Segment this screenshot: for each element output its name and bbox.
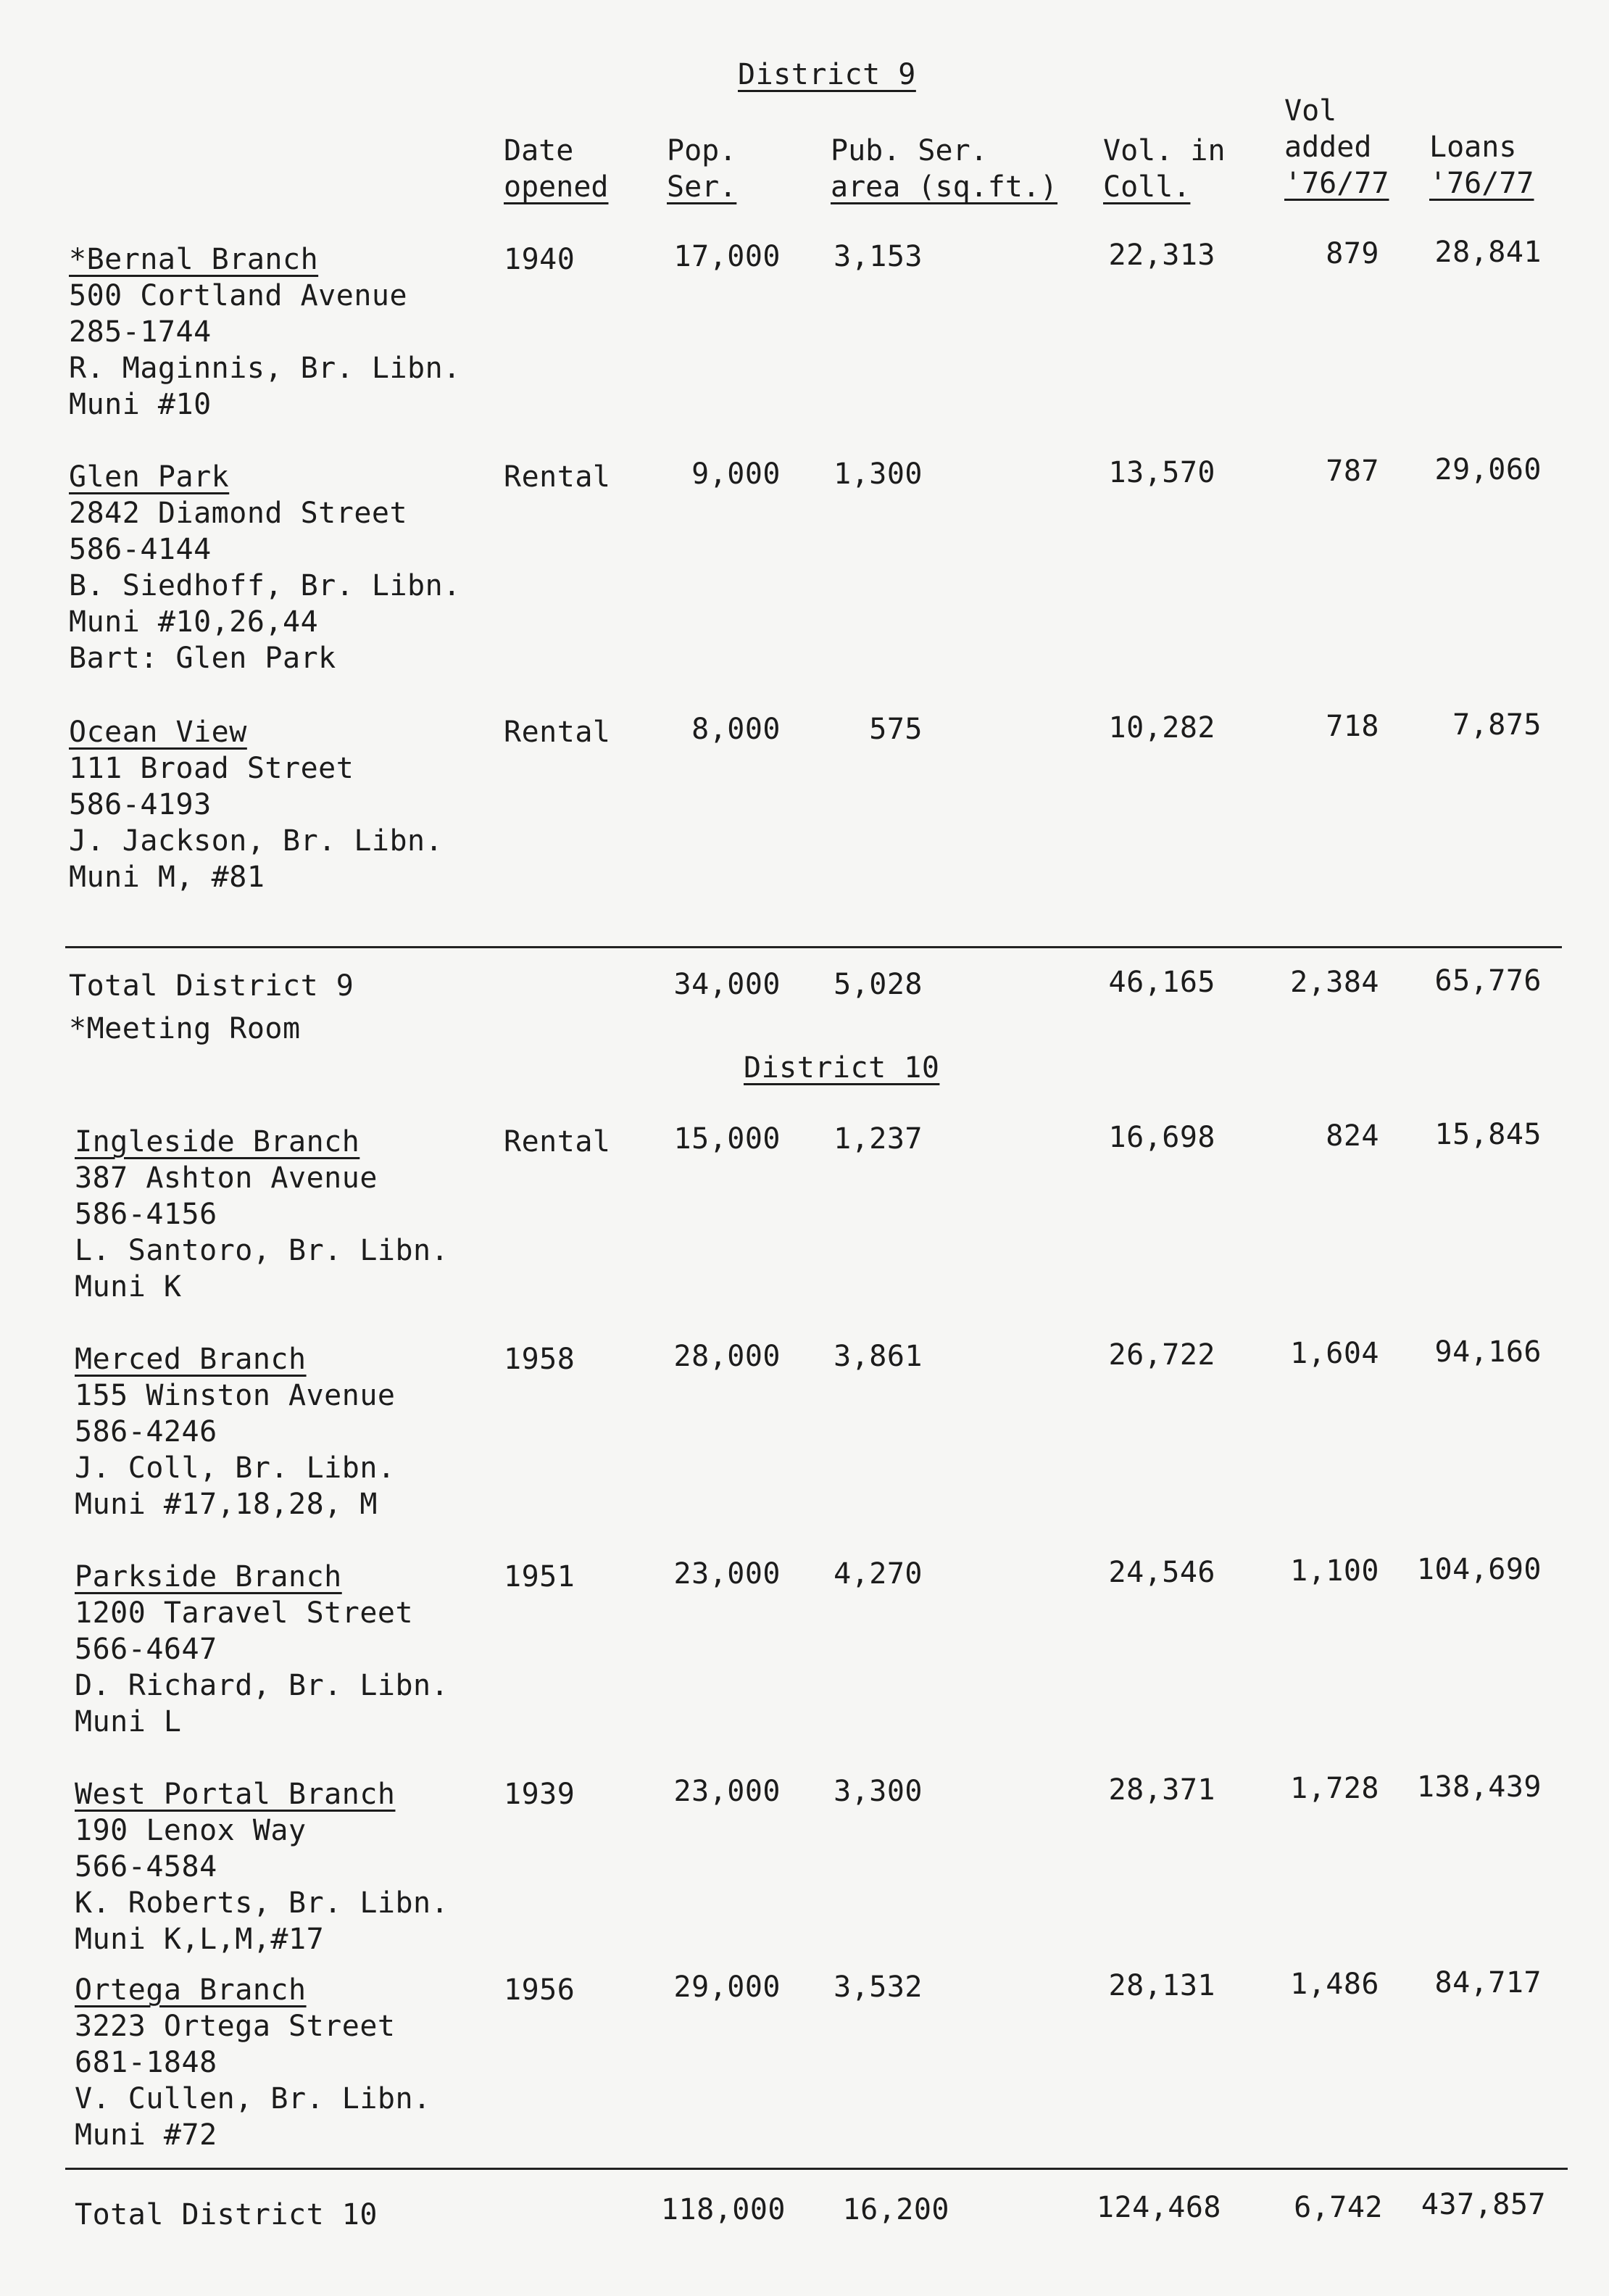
vol-coll-cell: 26,722	[1108, 1338, 1215, 1372]
total-9-pop: 34,000	[673, 968, 781, 1001]
header-date-opened	[504, 133, 609, 205]
vol-coll-cell: 28,371	[1108, 1773, 1215, 1807]
loans-cell: 29,060	[1434, 453, 1542, 486]
total-10-pop: 118,000	[660, 2193, 786, 2226]
branch-detail-line: 681-1848	[75, 2046, 217, 2079]
branch-detail-line: 1200 Taravel Street	[75, 1596, 414, 1630]
total-10-loans: 437,857	[1421, 2188, 1546, 2221]
branch-name: Glen Park	[69, 460, 230, 494]
total-10-added: 6,742	[1294, 2191, 1383, 2224]
header-pub-line1: Pub. Ser.	[831, 134, 988, 167]
pub-area-cell: 575	[869, 713, 923, 746]
total-9-vol: 46,165	[1108, 966, 1215, 999]
branch-detail-line: Muni K,L,M,#17	[75, 1923, 325, 1956]
branch-name: Merced Branch	[75, 1343, 307, 1376]
header-pop-line1: Pop.	[667, 134, 737, 167]
vol-added-cell: 1,728	[1290, 1772, 1379, 1805]
date-opened-cell: Rental	[504, 460, 611, 494]
pub-area-cell: 3,300	[833, 1775, 923, 1808]
loans-cell: 84,717	[1434, 1966, 1542, 1999]
branch-detail-line: R. Maginnis, Br. Libn.	[69, 352, 461, 385]
vol-coll-cell: 28,131	[1108, 1969, 1215, 2002]
header-date-line2: opened	[504, 170, 609, 204]
pop-ser-cell: 17,000	[673, 240, 781, 273]
divider-line-2	[65, 2168, 1568, 2170]
branch-detail-line: 566-4647	[75, 1633, 217, 1666]
pop-ser-cell: 9,000	[691, 457, 781, 491]
header-vol-line2: Coll.	[1103, 170, 1191, 204]
branch-detail-line: 3223 Ortega Street	[75, 2010, 396, 2043]
branch-name: Ingleside Branch	[75, 1125, 360, 1159]
branch-detail-line: B. Siedhoff, Br. Libn.	[69, 569, 461, 602]
header-pub-line2: area (sq.ft.)	[831, 170, 1058, 204]
branch-detail-line: 155 Winston Avenue	[75, 1379, 396, 1412]
header-date-line1: Date	[504, 134, 574, 167]
total-10-area: 16,200	[842, 2193, 949, 2226]
branch-detail-line: 586-4193	[69, 788, 212, 821]
branch-detail-line: 387 Ashton Avenue	[75, 1161, 378, 1195]
branch-detail-line: K. Roberts, Br. Libn.	[75, 1886, 449, 1920]
header-vol-in-coll	[1103, 133, 1226, 205]
branch-detail-line: 190 Lenox Way	[75, 1814, 307, 1847]
date-opened-cell: Rental	[504, 716, 611, 749]
branch-detail-line: Muni #17,18,28, M	[75, 1488, 378, 1521]
branch-detail-line: Muni #10,26,44	[69, 605, 319, 639]
header-loans-line1: Loans	[1429, 130, 1517, 164]
date-opened-cell: Rental	[504, 1125, 611, 1159]
pub-area-cell: 1,300	[833, 457, 923, 491]
branch-detail-line: J. Coll, Br. Libn.	[75, 1451, 396, 1485]
header-pop-line2: Ser.	[667, 170, 737, 204]
branch-detail-line: 586-4156	[75, 1198, 217, 1231]
date-opened-cell: 1939	[504, 1778, 575, 1811]
header-loans	[1429, 129, 1534, 202]
header-pub-ser-area	[831, 133, 1057, 205]
total-9-loans: 65,776	[1434, 964, 1542, 998]
loans-cell: 15,845	[1434, 1118, 1542, 1151]
pop-ser-cell: 28,000	[673, 1340, 781, 1373]
district-10-title: District 10	[744, 1051, 940, 1085]
branch-detail-line: L. Santoro, Br. Libn.	[75, 1234, 449, 1267]
branch-detail-line: 2842 Diamond Street	[69, 497, 408, 530]
branch-detail-line: 285-1744	[69, 315, 212, 349]
branch-detail-line: 500 Cortland Avenue	[69, 279, 408, 312]
vol-added-cell: 1,486	[1290, 1968, 1379, 2001]
header-pop-ser	[667, 133, 736, 205]
branch-detail-line: D. Richard, Br. Libn.	[75, 1669, 449, 1702]
pub-area-cell: 3,532	[833, 1970, 923, 2004]
date-opened-cell: 1940	[504, 243, 575, 276]
divider-line	[65, 946, 1562, 948]
branch-detail-line: Muni K	[75, 1270, 182, 1304]
district-9-title: District 9	[738, 58, 916, 91]
branch-detail-line: Muni M, #81	[69, 861, 265, 894]
branch-name: Ocean View	[69, 716, 247, 749]
total-district-9-label: Total District 9	[69, 969, 354, 1003]
date-opened-cell: 1956	[504, 1973, 575, 2007]
vol-added-cell: 787	[1326, 455, 1379, 488]
branch-detail-line: Muni L	[75, 1705, 182, 1738]
loans-cell: 28,841	[1434, 236, 1542, 269]
branch-detail-line: Muni #72	[75, 2118, 217, 2152]
vol-added-cell: 824	[1326, 1119, 1379, 1153]
branch-detail-line: 111 Broad Street	[69, 752, 354, 785]
loans-cell: 104,690	[1416, 1553, 1542, 1586]
meeting-room-note: *Meeting Room	[69, 1012, 301, 1045]
branch-name: Ortega Branch	[75, 1973, 307, 2007]
pop-ser-cell: 8,000	[691, 713, 781, 746]
branch-name: *Bernal Branch	[69, 243, 319, 276]
total-district-10-label: Total District 10	[75, 2198, 378, 2231]
total-9-area: 5,028	[833, 968, 923, 1001]
vol-added-cell: 1,604	[1290, 1337, 1379, 1370]
pub-area-cell: 3,861	[833, 1340, 923, 1373]
branch-detail-line: J. Jackson, Br. Libn.	[69, 824, 444, 858]
pop-ser-cell: 29,000	[673, 1970, 781, 2004]
branch-detail-line: Bart: Glen Park	[69, 642, 336, 675]
total-10-vol: 124,468	[1096, 2191, 1221, 2224]
loans-cell: 94,166	[1434, 1335, 1542, 1369]
vol-added-cell: 718	[1326, 710, 1379, 743]
branch-detail-line: 566-4584	[75, 1850, 217, 1883]
branch-detail-line: Muni #10	[69, 388, 212, 421]
branch-name: Parkside Branch	[75, 1560, 342, 1593]
pub-area-cell: 3,153	[833, 240, 923, 273]
header-vol-line1: Vol. in	[1103, 134, 1226, 167]
total-9-added: 2,384	[1290, 966, 1379, 999]
vol-added-cell: 879	[1326, 237, 1379, 270]
pop-ser-cell: 23,000	[673, 1775, 781, 1808]
header-added-line3: '76/77	[1284, 167, 1389, 200]
vol-coll-cell: 22,313	[1108, 239, 1215, 272]
pop-ser-cell: 23,000	[673, 1557, 781, 1591]
header-added-line2: added	[1284, 130, 1372, 164]
branch-detail-line: V. Cullen, Br. Libn.	[75, 2082, 431, 2115]
loans-cell: 138,439	[1416, 1770, 1542, 1804]
branch-name: West Portal Branch	[75, 1778, 396, 1811]
header-loans-line2: '76/77	[1429, 167, 1534, 200]
vol-coll-cell: 13,570	[1108, 456, 1215, 489]
vol-coll-cell: 24,546	[1108, 1556, 1215, 1589]
pop-ser-cell: 15,000	[673, 1122, 781, 1156]
vol-added-cell: 1,100	[1290, 1554, 1379, 1588]
vol-coll-cell: 16,698	[1108, 1121, 1215, 1154]
vol-coll-cell: 10,282	[1108, 711, 1215, 745]
pub-area-cell: 4,270	[833, 1557, 923, 1591]
header-vol-added	[1284, 93, 1389, 202]
branch-detail-line: 586-4144	[69, 533, 212, 566]
loans-cell: 7,875	[1452, 708, 1542, 742]
branch-detail-line: 586-4246	[75, 1415, 217, 1449]
date-opened-cell: 1958	[504, 1343, 575, 1376]
header-added-line1: Vol	[1284, 94, 1337, 128]
date-opened-cell: 1951	[504, 1560, 575, 1593]
pub-area-cell: 1,237	[833, 1122, 923, 1156]
